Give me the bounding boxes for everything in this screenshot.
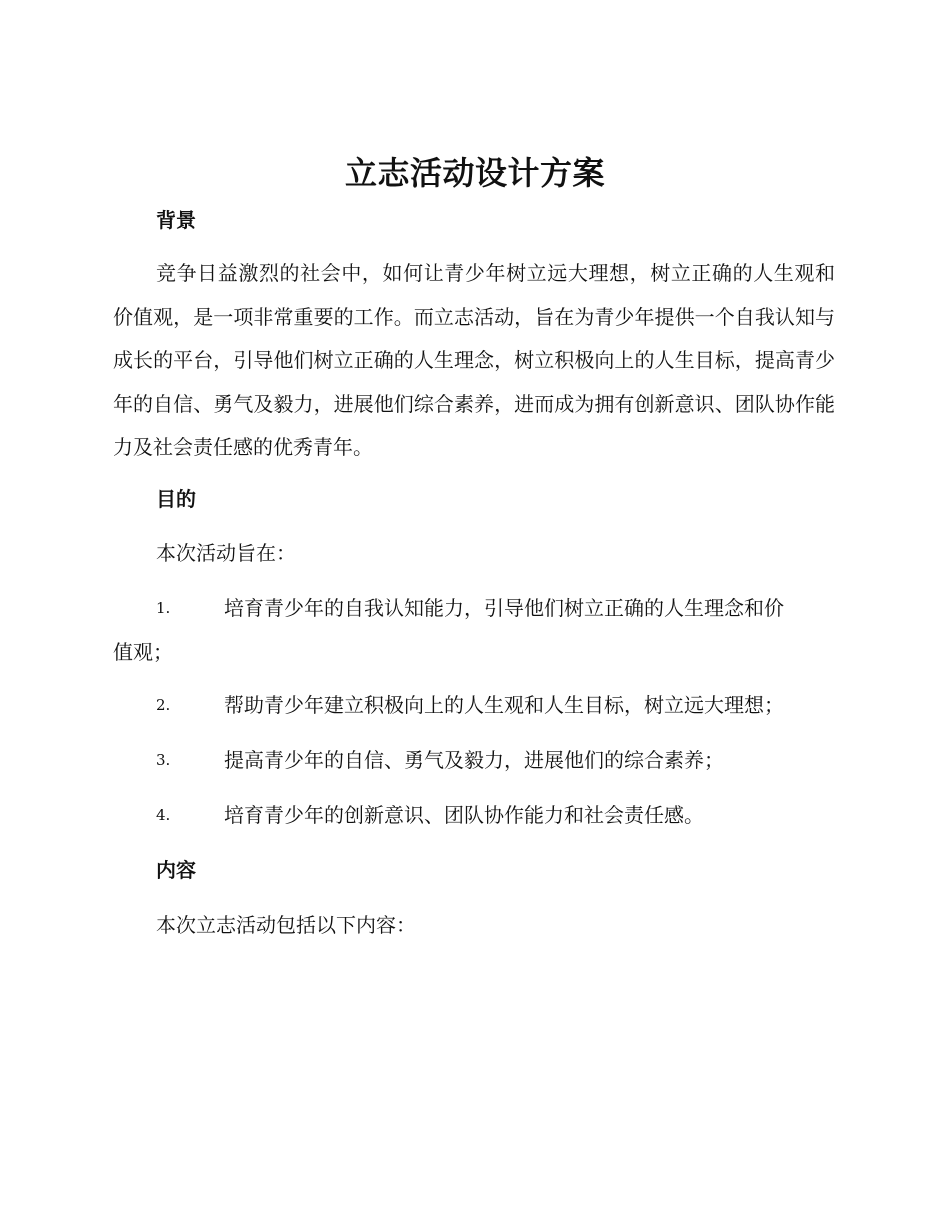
list-item-3: [113, 738, 835, 782]
list-item-text-continued: 值观；: [113, 640, 173, 664]
list-item-number: 3.: [156, 751, 171, 769]
section-heading-content: 内容: [156, 858, 196, 882]
list-item-text: 帮助青少年建立积极向上的人生观和人生目标，树立远大理想；: [224, 693, 784, 717]
list-item-number: 2.: [156, 696, 171, 714]
content-intro: 本次立志活动包括以下内容：: [156, 913, 416, 937]
list-item-text: 培育青少年的创新意识、团队协作能力和社会责任感。: [224, 803, 704, 827]
list-item-number: 4.: [156, 806, 171, 824]
list-item-text: 培育青少年的自我认知能力，引导他们树立正确的人生理念和价: [224, 596, 784, 620]
section-heading-purpose: 目的: [156, 487, 196, 511]
list-item-text: 提高青少年的自信、勇气及毅力，进展他们的综合素养；: [224, 748, 724, 772]
document-title: 立志活动设计方案: [344, 154, 605, 192]
list-item-number: 1.: [156, 599, 171, 617]
list-item-2: [113, 683, 835, 727]
background-paragraph: 竞争日益激烈的社会中，如何让青少年树立远大理想，树立正确的人生观和价值观，是一项非常重要的工作。而立志活动，旨在为青少年提供一个自我认知与成长的平台，引导他们树立正确的人生理念，树立积极向上的人生目标，提高青少年的自信、勇气及毅力，进展他们综合素养，进而成为拥有创新意识、团队协作能力及社会责任感的优秀青年。: [113, 261, 835, 459]
list-item-4: [113, 793, 835, 837]
purpose-intro: 本次活动旨在：: [156, 541, 296, 565]
section-heading-background: 背景: [156, 208, 196, 232]
list-item-1: [113, 586, 835, 674]
